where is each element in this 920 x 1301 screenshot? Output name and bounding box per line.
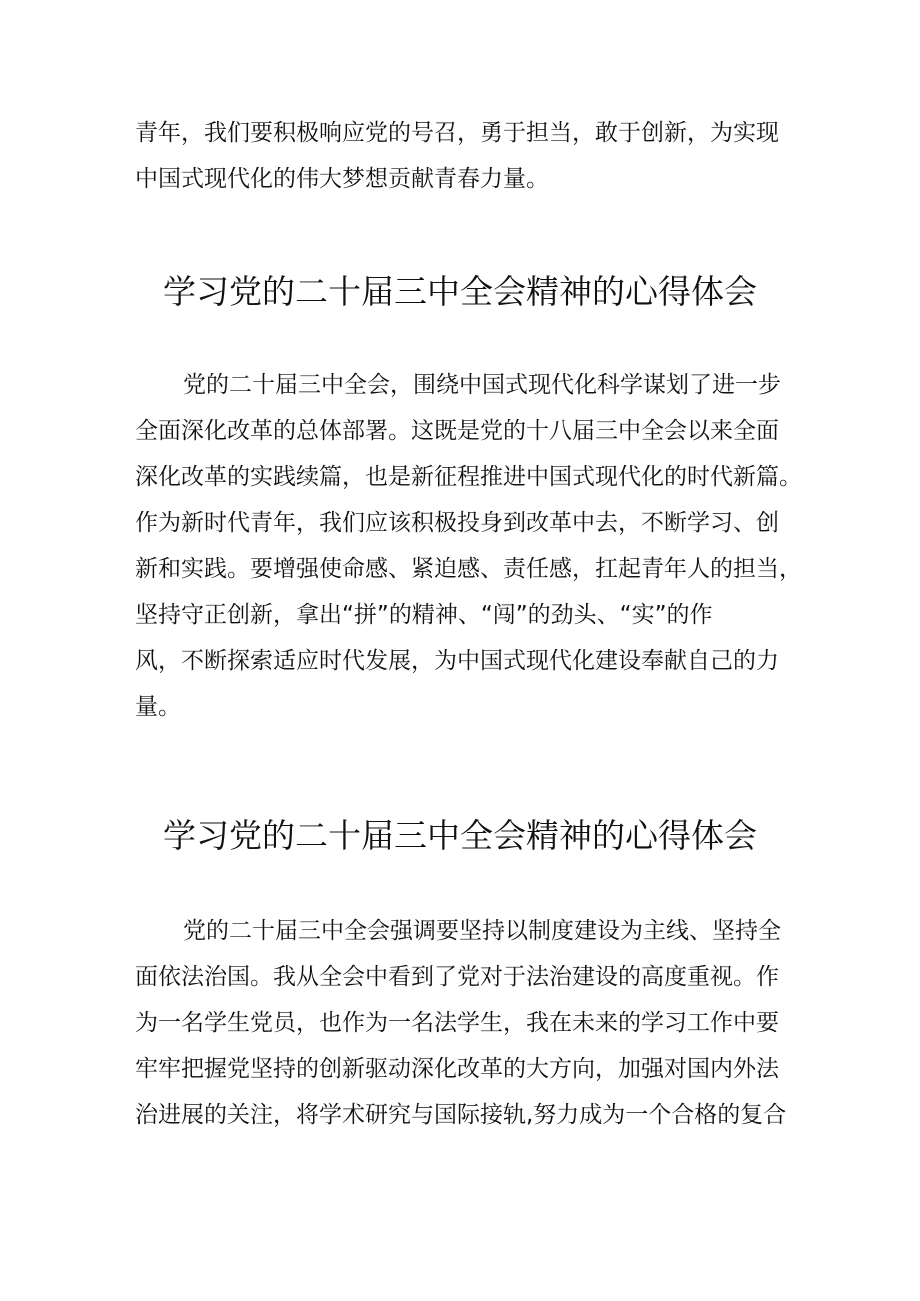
section-title: 学习党的二十届三中全会精神的心得体会 bbox=[163, 816, 757, 855]
paragraph-line: 党的二十届三中全会，围绕中国式现代化科学谋划了进一步 bbox=[183, 372, 781, 398]
paragraph-line: 中国式现代化的伟大梦想贡献青春力量。 bbox=[135, 166, 549, 192]
paragraph-line: 深化改革的实践续篇，也是新征程推进中国式现代化的时代新篇。 bbox=[135, 464, 802, 490]
paragraph-line: 面依法治国。我从全会中看到了党对于法治建设的高度重视。作 bbox=[135, 964, 779, 990]
section-paragraph bbox=[135, 362, 802, 730]
paragraph-line: 青年，我们要积极响应党的号召，勇于担当，敢于创新，为实现 bbox=[135, 120, 779, 146]
paragraph-line: 风，不断探索适应时代发展，为中国式现代化建设奉献自己的力 bbox=[135, 648, 779, 674]
section-paragraph bbox=[135, 908, 795, 1138]
paragraph-line: 党的二十届三中全会强调要坚持以制度建设为主线、坚持全 bbox=[183, 918, 781, 944]
paragraph-line: 新和实践。要增强使命感、紧迫感、责任感，扛起青年人的担当， bbox=[135, 556, 802, 582]
paragraph-line: 全面深化改革的总体部署。这既是党的十八届三中全会以来全面 bbox=[135, 418, 779, 444]
paragraph-line: 量。 bbox=[135, 694, 181, 720]
paragraph-line: 治进展的关注，将学术研究与国际接轨,努力成为一个合格的复合 bbox=[135, 1102, 787, 1128]
continued-paragraph bbox=[135, 110, 795, 202]
section-title: 学习党的二十届三中全会精神的心得体会 bbox=[163, 272, 757, 311]
paragraph-line: 坚持守正创新，拿出“拼”的精神、“闯”的劲头、“实”的作 bbox=[135, 602, 713, 628]
paragraph-line: 作为新时代青年，我们应该积极投身到改革中去，不断学习、创 bbox=[135, 510, 779, 536]
paragraph-line: 为一名学生党员，也作为一名法学生，我在未来的学习工作中要 bbox=[135, 1010, 779, 1036]
paragraph-line: 牢牢把握党坚持的创新驱动深化改革的大方向，加强对国内外法 bbox=[135, 1056, 779, 1082]
